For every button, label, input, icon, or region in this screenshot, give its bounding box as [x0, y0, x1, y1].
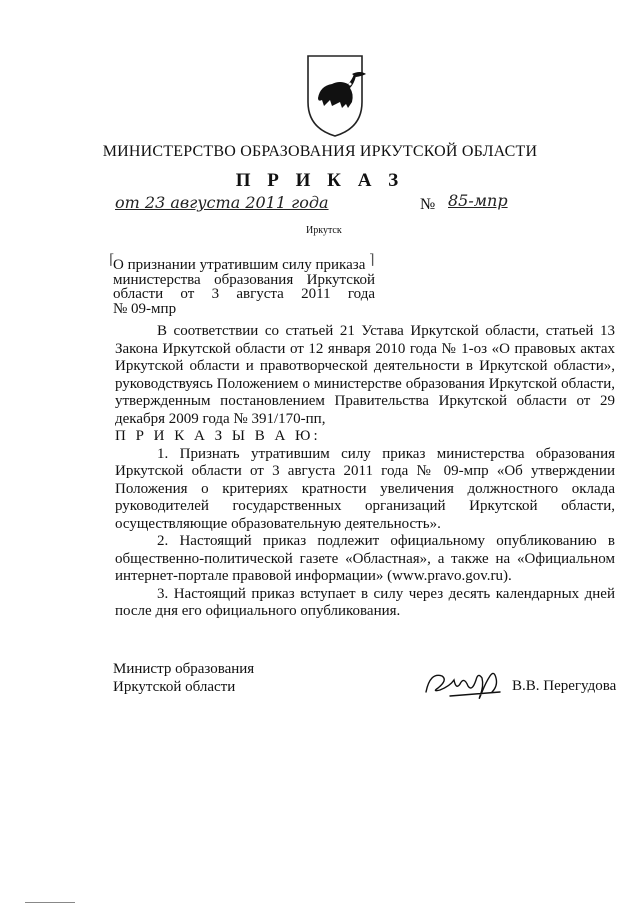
item-3-paragraph: 3. Настоящий приказ вступает в силу через десять календарных дней после дня его официального опубликования. — [115, 585, 615, 619]
city-label: Иркутск — [306, 225, 342, 236]
signature-icon — [420, 662, 510, 706]
subject-block — [109, 253, 375, 317]
preamble-paragraph: В соответствии со статьей 21 Устава Иркутской области, статьей 13 Закона Иркутской области от 12 января 2010 года № 1-оз «О правовых актах Иркутской области и правотворческой деятельности в Иркутской области», руководствуясь Положением о министерстве образования Иркутской области, утвержденным постановлением Правительства Иркутской области от 29 декабря 2009 года № 391/170-пп, — [115, 323, 615, 427]
signer-position-line: Министр образования — [113, 661, 255, 677]
subject-line: О признании утратившим силу приказа — [113, 257, 366, 273]
corner-bracket-left: ⌈ — [109, 253, 115, 268]
decree-heading: П Р И К А З Ы В А Ю: — [115, 428, 321, 444]
document-body — [115, 323, 615, 621]
item-2-paragraph: 2. Настоящий приказ подлежит официальному опубликованию в общественно-политической газете «Областная», а также на «Официальном интернет-портале правовой информации» (www.pravo.gov.ru). — [115, 533, 615, 584]
subject-line: № 09-мпр — [113, 300, 177, 317]
footer-rule — [25, 902, 75, 903]
number-label: № — [420, 196, 436, 213]
corner-bracket-right: ⌉ — [369, 253, 375, 268]
signer-position — [113, 660, 254, 696]
coat-of-arms-icon — [290, 50, 380, 140]
subject-line: области от 3 августа 2011 года — [113, 286, 375, 302]
document-title: П Р И К А З — [235, 170, 405, 191]
subject-line: министерства образования Иркутской — [113, 271, 375, 288]
ministry-name: МИНИСТЕРСТВО ОБРАЗОВАНИЯ ИРКУТСКОЙ ОБЛАСТИ — [102, 143, 538, 160]
item-1-paragraph: 1. Признать утратившим силу приказ министерства образования Иркутской области от 3 августа 2011 года № 09-мпр «Об утверждении Положения о критериях кратности увеличения должностного оклада руководителей государственных организаций Иркутской области, осуществляющие образовательную деятельность». — [115, 445, 615, 532]
signer-name: В.В. Перегудова — [512, 678, 617, 694]
signer-position-line: Иркутской области — [113, 679, 236, 695]
handwritten-date: от 23 августа 2011 года — [115, 193, 329, 212]
handwritten-number: 85-мпр — [448, 191, 508, 210]
